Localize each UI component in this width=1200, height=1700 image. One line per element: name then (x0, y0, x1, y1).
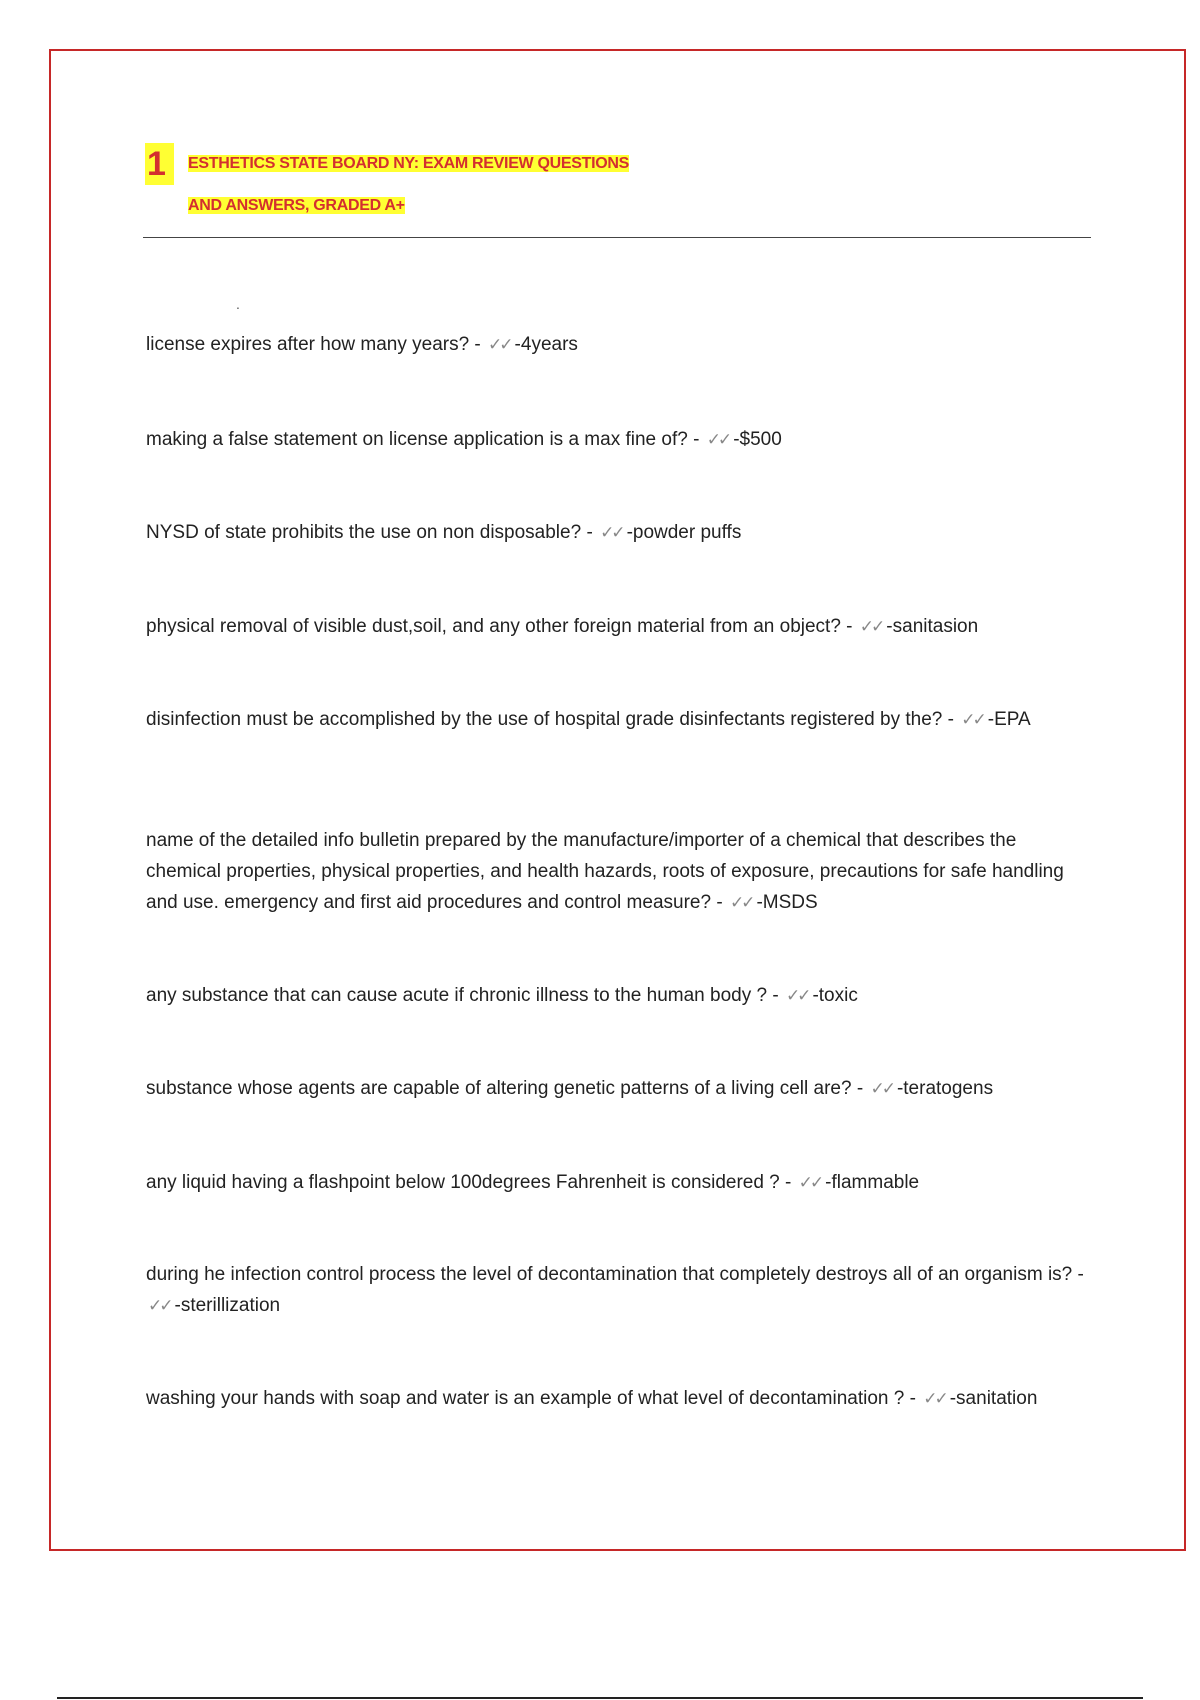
qa-item (146, 1167, 1086, 1198)
double-check-icon: ✓✓ (785, 986, 809, 1005)
qa-item (146, 1073, 1086, 1104)
heading-title-line-2: AND ANSWERS, GRADED A+ (188, 197, 405, 214)
answer-text: -$500 (733, 429, 782, 450)
question-text: any substance that can cause acute if chronic illness to the human body ? - (146, 985, 779, 1006)
heading-title-line-1: ESTHETICS STATE BOARD NY: EXAM REVIEW QUESTIONS (188, 155, 630, 172)
answer-text: -toxic (812, 985, 858, 1006)
qa-item (146, 980, 1086, 1011)
answer-text: -sanitation (949, 1388, 1038, 1409)
double-check-icon: ✓✓ (798, 1173, 822, 1192)
qa-item (146, 611, 1086, 642)
answer-text: -EPA (987, 709, 1031, 730)
question-text: making a false statement on license application is a max fine of? - (146, 429, 700, 450)
question-text: substance whose agents are capable of altering genetic patterns of a living cell are? - (146, 1078, 864, 1099)
double-check-icon: ✓✓ (600, 523, 623, 542)
question-text: washing your hands with soap and water is an example of what level of decontamination ? - (146, 1388, 916, 1409)
double-check-icon: ✓✓ (859, 617, 883, 636)
footer-rule (57, 1697, 1143, 1699)
qa-item (146, 1259, 1086, 1321)
qa-item (146, 1383, 1086, 1414)
double-check-icon: ✓✓ (923, 1389, 946, 1408)
double-check-icon: ✓✓ (870, 1079, 893, 1098)
qa-item (146, 517, 1086, 548)
document-heading (143, 143, 1093, 227)
question-text: NYSD of state prohibits the use on non disposable? - (146, 522, 593, 543)
qa-item (146, 424, 1086, 455)
answer-text: -MSDS (756, 892, 818, 913)
answer-text: -teratogens (896, 1078, 994, 1099)
qa-item (146, 329, 1086, 360)
answer-text: -powder puffs (626, 522, 742, 543)
question-text: name of the detailed info bulletin prepared by the manufacture/importer of a chemical that describes the chemical properties, physical properties, and health hazards, roots of exposure, precautions for safe handling and use. emergency and first aid procedures and control measure? - (146, 830, 1064, 913)
double-check-icon: ✓✓ (706, 430, 730, 449)
question-text: any liquid having a flashpoint below 100degrees Fahrenheit is considered ? - (146, 1172, 792, 1193)
page-border (49, 49, 1186, 1551)
double-check-icon: ✓✓ (488, 335, 511, 354)
answer-text: -sanitasion (886, 616, 979, 637)
double-check-icon: ✓✓ (729, 893, 753, 912)
heading-underline (143, 237, 1091, 238)
qa-item (146, 704, 1086, 735)
question-text: license expires after how many years? - (146, 334, 481, 355)
answer-text: -sterillization (174, 1295, 281, 1316)
heading-number: 1 (145, 143, 174, 185)
double-check-icon: ✓✓ (148, 1296, 171, 1315)
question-text: disinfection must be accomplished by the use of hospital grade disinfectants registered by the? - (146, 709, 954, 730)
qa-item (146, 825, 1086, 918)
answer-text: -4years (514, 334, 578, 355)
question-text: during he infection control process the level of decontamination that completely destroys all of an organism is? - (146, 1264, 1084, 1285)
double-check-icon: ✓✓ (961, 710, 984, 729)
stray-mark: . (236, 296, 240, 312)
question-text: physical removal of visible dust,soil, and any other foreign material from an object? - (146, 616, 853, 637)
answer-text: -flammable (825, 1172, 920, 1193)
